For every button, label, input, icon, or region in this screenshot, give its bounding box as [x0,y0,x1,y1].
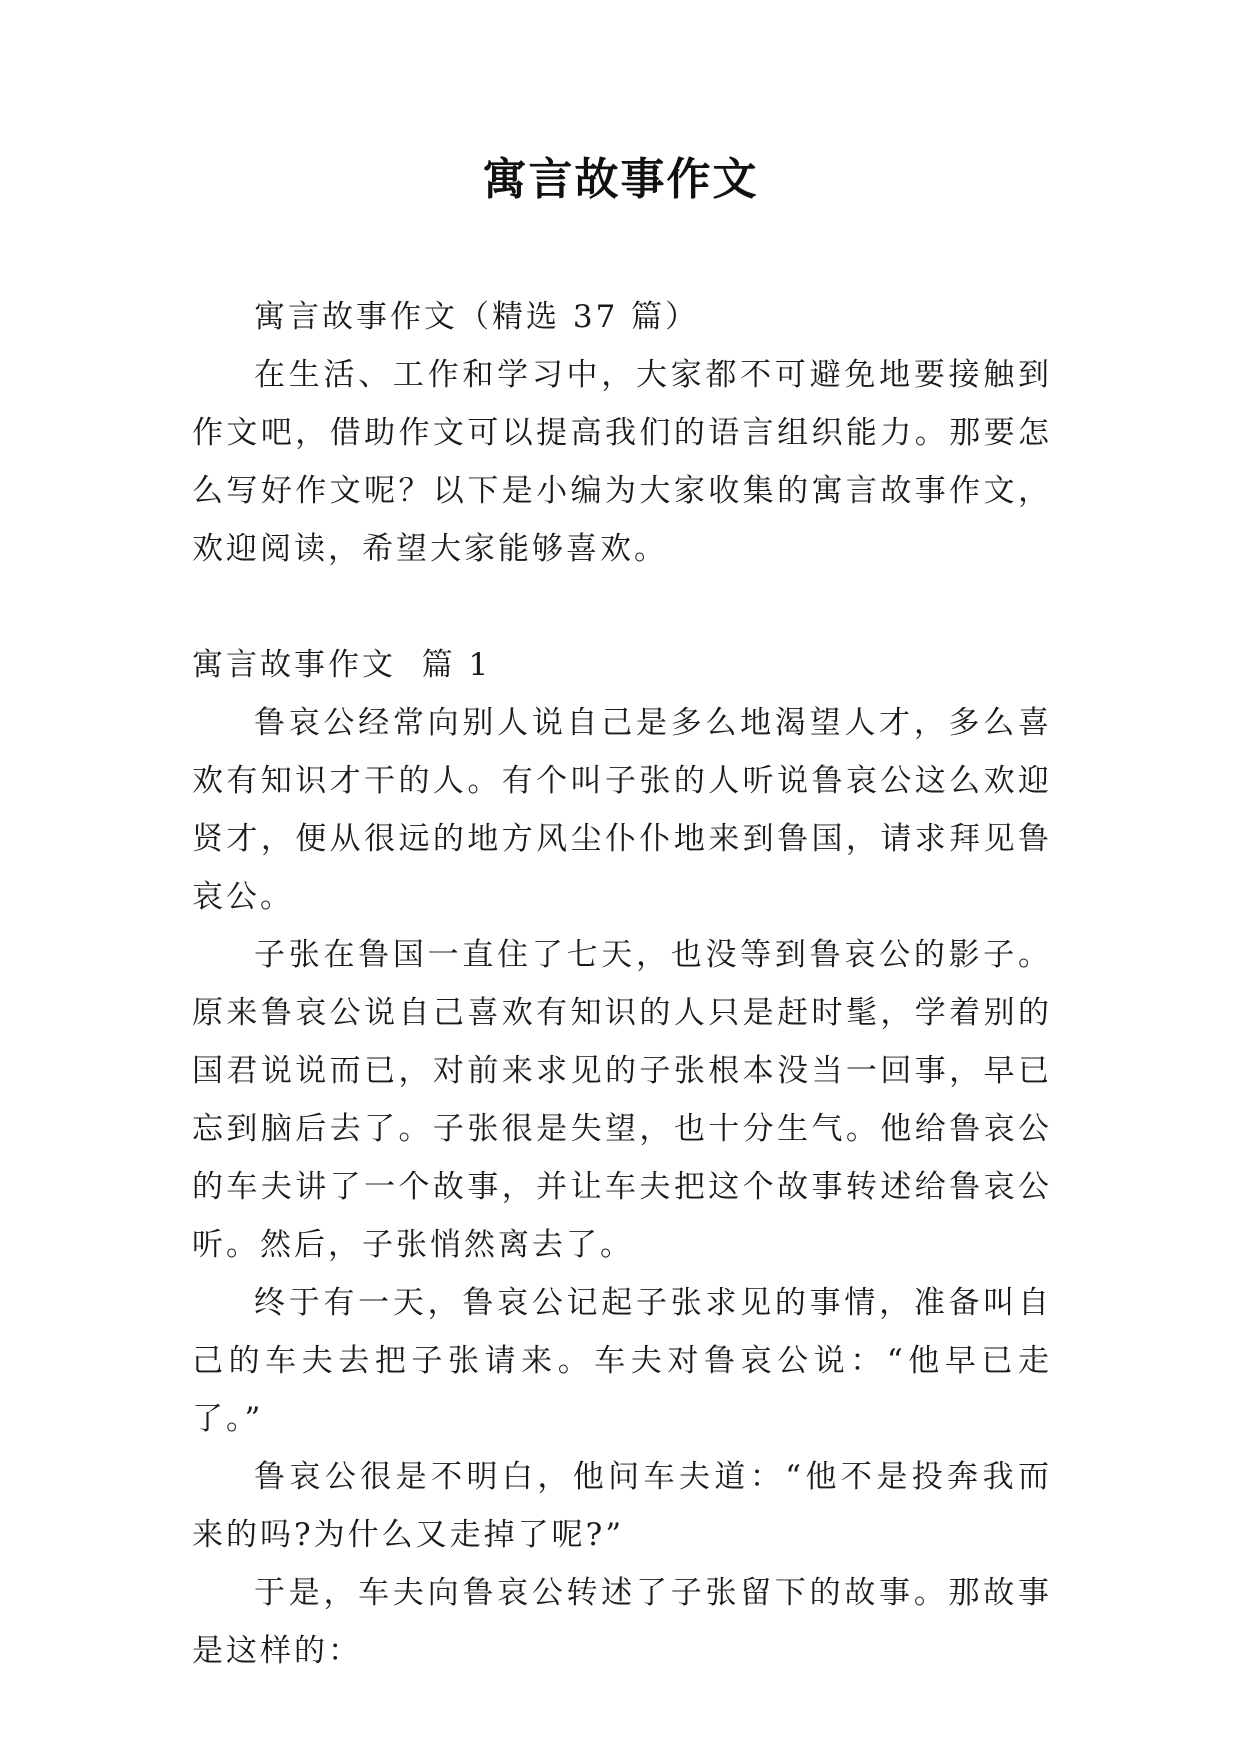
body-paragraph-3: 终于有一天，鲁哀公记起子张求见的事情，准备叫自己的车夫去把子张请来。车夫对鲁哀公说：“他早已走了。” [192,1285,1052,1437]
document-body [192,288,1052,1680]
document-subtitle: 寓言故事作文（精选 37 篇） [254,299,700,335]
body-paragraph-1: 鲁哀公经常向别人说自己是多么地渴望人才，多么喜欢有知识才干的人。有个叫子张的人听说鲁哀公这么欢迎贤才，便从很远的地方风尘仆仆地来到鲁国，请求拜见鲁哀公。 [192,705,1052,915]
intro-paragraph: 在生活、工作和学习中，大家都不可避免地要接触到作文吧，借助作文可以提高我们的语言组织能力。那要怎么写好作文呢？以下是小编为大家收集的寓言故事作文，欢迎阅读，希望大家能够喜欢。 [192,357,1052,567]
document-title: 寓言故事作文 [482,154,759,205]
section-heading: 寓言故事作文 篇 1 [192,647,492,683]
body-paragraph-2: 子张在鲁国一直住了七天，也没等到鲁哀公的影子。原来鲁哀公说自己喜欢有知识的人只是赶时髦，学着别的国君说说而已，对前来求见的子张根本没当一回事，早已忘到脑后去了。子张很是失望，也十分生气。他给鲁哀公的车夫讲了一个故事，并让车夫把这个故事转述给鲁哀公听。然后，子张悄然离去了。 [192,937,1052,1263]
body-paragraph-5: 于是，车夫向鲁哀公转述了子张留下的故事。那故事是这样的： [192,1575,1052,1669]
body-paragraph-4: 鲁哀公很是不明白，他问车夫道：“他不是投奔我而来的吗?为什么又走掉了呢?” [192,1459,1052,1553]
